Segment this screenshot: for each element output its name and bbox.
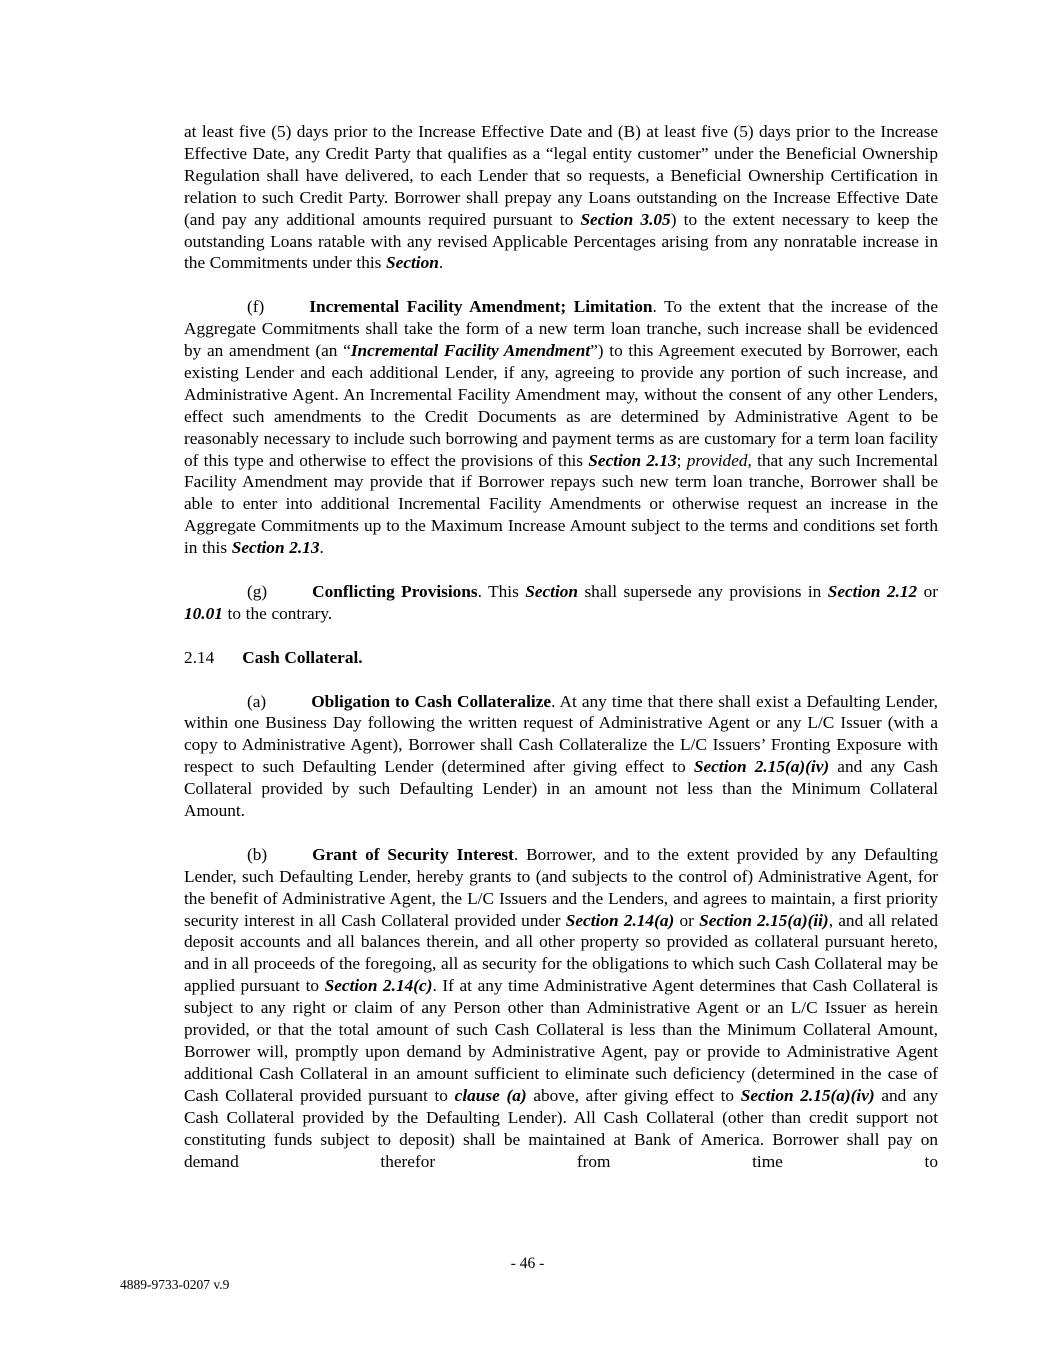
text-run: Incremental Facility Amendment [350, 341, 591, 361]
text-run: Section [386, 253, 439, 273]
heading-2-14-cash-collateral [184, 647, 938, 669]
text-run: Section 2.13 [588, 450, 677, 470]
text-run: and any Cash Collateral provided by the Defaulting Lender). All Cash Collateral (other than credit support not constituting funds subject to deposit) shall be maintained at Bank of America. Borrower shall pay on demand therefor from time to [184, 1085, 938, 1171]
text-run: . [319, 538, 324, 558]
text-run: Conflicting Provisions [312, 582, 478, 601]
text-run: , that any such Incremental Facility Amendment may provide that if Borrower repays such new term loan tranche, Borrower shall be able to enter into additional Incremental Facility Amendments or otherwise request an increase in the Aggregate Commitments up to the Maximum Increase Amount subject to the terms and conditions set forth in this [184, 450, 939, 558]
text-run: . Borrower, and to the extent provided by any Defaulting Lender, such Defaulting Lender, hereby grants to (and subjects to the control of) Administrative Agent, for the benefit of Administrative Agent, the L/C Issuers and the Lenders, and agrees to maintain, a first priority security interest in all Cash Collateral provided under [184, 844, 938, 930]
text-run: Section [525, 582, 579, 601]
text-run: Section 2.13 [231, 538, 320, 558]
text-run: Section 2.12 [827, 582, 918, 601]
text-run: Grant of Security Interest [312, 844, 514, 864]
text-run: Section 3.05 [580, 209, 671, 229]
text-run: (a) [247, 691, 267, 711]
text-run: to the contrary. [222, 603, 333, 623]
text-run: at least five (5) days prior to the Increase Effective Date and (B) at least five (5) days prior to the Increase Effective Date, any Credit Party that qualifies as a “legal entity customer” under the Beneficial Ownership Regulation shall have delivered, to each Lender that so requests, a Beneficial Ownership Certification in relation to such Credit Party. Borrower shall prepay any Loans outstanding on the Increase Effective Date (and pay any additional amounts required pursuant to [184, 122, 938, 229]
text-run: (g) [247, 582, 268, 601]
footer-page-number: - 46 - [510, 1255, 545, 1272]
text-run: and any Cash Collateral provided by such Defaulting Lender) in an amount not less than the Minimum Collateral Amount. [184, 757, 938, 821]
paragraph-b-grant-of-security-interest [184, 844, 938, 1173]
text-run: or [917, 582, 938, 601]
text-run: or [674, 910, 700, 930]
text-run: . [438, 253, 444, 273]
text-run: . At any time that there shall exist a Defaulting Lender, within one Business Day following the written request of Administrative Agent or any L/C Issuer (with a copy to Administrative Agent), Borrower shall Cash Collateralize the L/C Issuers’ Fronting Exposure with respect to such Defaulting Lender (determined after giving effect to [184, 691, 938, 777]
footer-document-id: 4889-9733-0207 v.9 [120, 1277, 230, 1292]
text-run: Section 2.15(a)(ii) [699, 910, 829, 930]
text-run: Obligation to Cash Collateralize [311, 691, 552, 711]
text-run: Cash Collateral. [242, 647, 363, 667]
text-run: clause (a) [454, 1085, 527, 1105]
text-run: Section 2.14(c) [324, 976, 433, 996]
text-run: provided [686, 450, 748, 470]
text-run: ”) to this Agreement executed by Borrower, each existing Lender and each additional Lender, if any, agreeing to provide any portion of such increase, and Administrative Agent. An Incremental Facility Amendment may, without the consent of any other Lenders, effect such amendments to the Credit Documents as are determined by Administrative Agent to be reasonably necessary to include such borrowing and payment terms as are customary for a term loan facility of this type and otherwise to effect the provisions of this [184, 341, 938, 470]
text-run: ) to the extent necessary to keep the outstanding Loans ratable with any revised Applicable Percentages arising from any nonratable increase in the Commitments under this [184, 209, 939, 273]
text-run: (f) [247, 297, 265, 317]
text-run: (b) [247, 844, 268, 864]
text-run: . If at any time Administrative Agent determines that Cash Collateral is subject to any right or claim of any Person other than Administrative Agent or an L/C Issuer as herein provided, or that the total amount of such Cash Collateral is less than the Minimum Collateral Amount, Borrower will, promptly upon demand by Administrative Agent, pay or provide to Administrative Agent additional Cash Collateral in an amount sufficient to eliminate such deficiency (determined in the case of Cash Collateral provided pursuant to [184, 976, 938, 1105]
text-run: 10.01 [184, 603, 223, 623]
paragraph-f-incremental-facility-amendment [184, 296, 938, 559]
paragraph-g-conflicting-provisions [184, 581, 938, 625]
text-run: shall supersede any provisions in [578, 582, 828, 601]
text-run: Section 2.15(a)(iv) [740, 1085, 875, 1105]
text-run: , and all related deposit accounts and all balances therein, and all other property so provided as collateral pursuant hereto, and in all proceeds of the foregoing, all as security for the obligations to which such Cash Collateral may be applied pursuant to [184, 910, 938, 996]
paragraph-continuation [184, 121, 938, 274]
text-run: above, after giving effect to [526, 1085, 741, 1105]
paragraph-a-obligation-to-cash-collateralize [184, 691, 938, 822]
document-body [184, 121, 938, 1172]
text-run: ; [676, 450, 687, 470]
text-run: . To the extent that the increase of the Aggregate Commitments shall take the form of a new term loan tranche, such increase shall be evidenced by an amendment (an “ [184, 297, 938, 361]
text-run: Section 2.15(a)(iv) [693, 757, 830, 777]
text-run: . This [477, 582, 526, 601]
text-run: Section 2.14(a) [565, 910, 675, 930]
text-run: 2.14 [184, 647, 215, 667]
text-run: Incremental Facility Amendment; Limitation [309, 297, 653, 317]
